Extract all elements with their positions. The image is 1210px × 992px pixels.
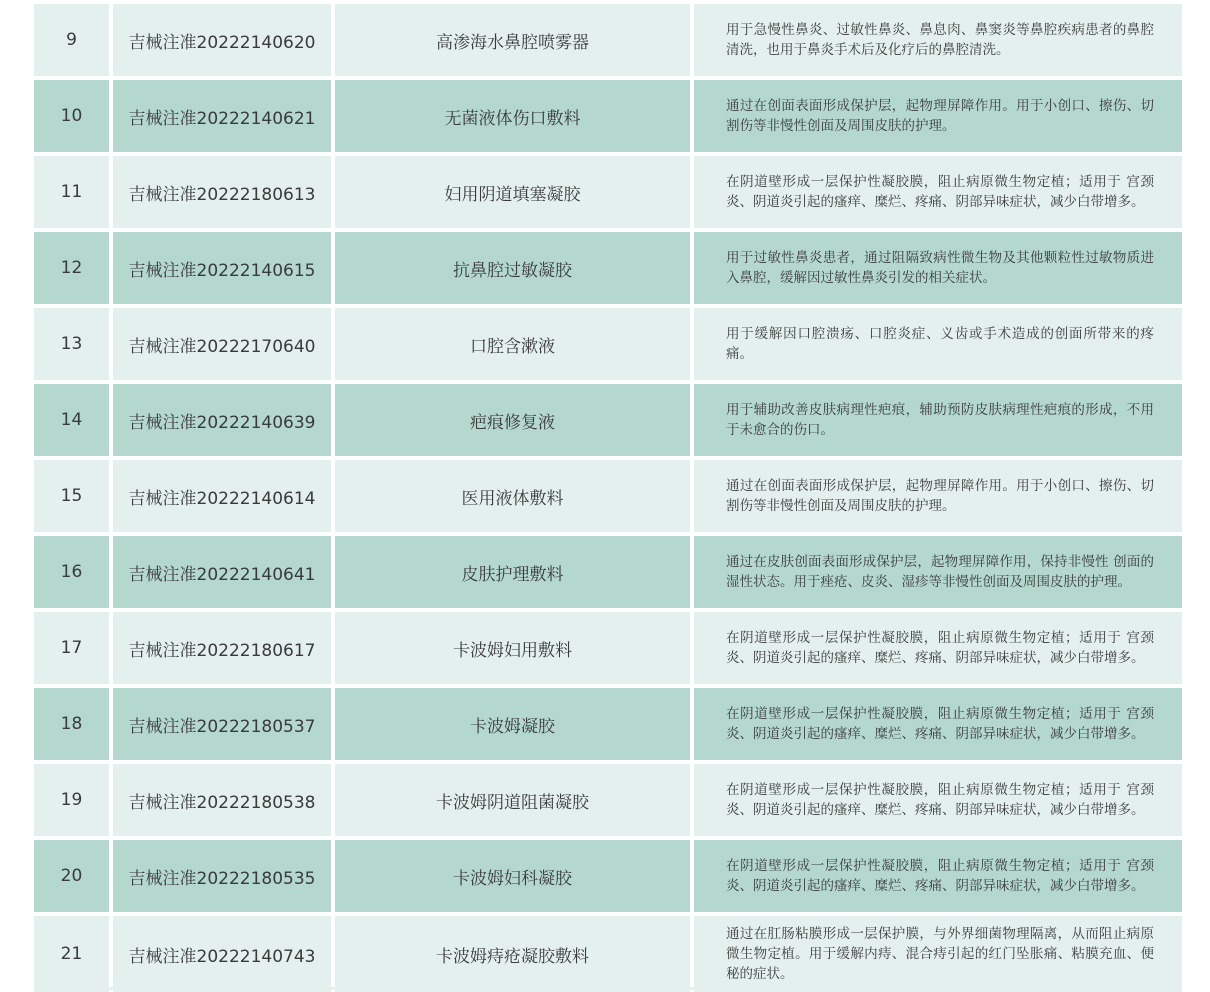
registration-number: 吉械注准20222140743 — [113, 916, 331, 992]
product-description: 通过在肛肠粘膜形成一层保护膜，与外界细菌物理隔离，从而阻止病原微生物定植。用于缓解内痔、混合痔引起的红门坠胀痛、粘膜充血、便秘的症状。 — [694, 916, 1182, 992]
product-description: 用于急慢性鼻炎、过敏性鼻炎、鼻息肉、鼻窦炎等鼻腔疾病患者的鼻腔清洗，也用于鼻炎手术后及化疗后的鼻腔清洗。 — [694, 4, 1182, 76]
registration-number: 吉械注准20222140614 — [113, 460, 331, 532]
product-description: 通过在皮肤创面表面形成保护层，起物理屏障作用，保持非慢性 创面的湿性状态。用于痤疮、皮炎、湿疹等非慢性创面及周围皮肤的护理。 — [694, 536, 1182, 608]
row-number: 19 — [34, 764, 109, 836]
row-number: 21 — [34, 916, 109, 992]
registration-number: 吉械注准20222140615 — [113, 232, 331, 304]
registration-number: 吉械注准20222170640 — [113, 308, 331, 380]
row-number: 16 — [34, 536, 109, 608]
product-name: 高渗海水鼻腔喷雾器 — [335, 4, 690, 76]
product-description: 通过在创面表面形成保护层，起物理屏障作用。用于小创口、擦伤、切割伤等非慢性创面及周围皮肤的护理。 — [694, 460, 1182, 532]
row-number: 15 — [34, 460, 109, 532]
product-name: 卡波姆痔疮凝胶敷料 — [335, 916, 690, 992]
registration-number: 吉械注准20222180617 — [113, 612, 331, 684]
product-name: 医用液体敷料 — [335, 460, 690, 532]
row-number: 12 — [34, 232, 109, 304]
product-name: 妇用阴道填塞凝胶 — [335, 156, 690, 228]
registration-number: 吉械注准20222140639 — [113, 384, 331, 456]
product-description: 用于过敏性鼻炎患者，通过阻隔致病性微生物及其他颗粒性过敏物质进入鼻腔，缓解因过敏性鼻炎引发的相关症状。 — [694, 232, 1182, 304]
row-number: 11 — [34, 156, 109, 228]
product-description: 用于辅助改善皮肤病理性疤痕，辅助预防皮肤病理性疤痕的形成，不用于未愈合的伤口。 — [694, 384, 1182, 456]
product-name: 卡波姆阴道阻菌凝胶 — [335, 764, 690, 836]
row-number: 13 — [34, 308, 109, 380]
product-description: 在阴道壁形成一层保护性凝胶膜，阻止病原微生物定植；适用于 宫颈炎、阴道炎引起的瘙痒、糜烂、疼痛、阴部异味症状，减少白带增多。 — [694, 764, 1182, 836]
row-number: 20 — [34, 840, 109, 912]
registration-number: 吉械注准20222180535 — [113, 840, 331, 912]
product-name: 无菌液体伤口敷料 — [335, 80, 690, 152]
product-description: 在阴道壁形成一层保护性凝胶膜，阻止病原微生物定植；适用于 宫颈炎、阴道炎引起的瘙痒、糜烂、疼痛、阴部异味症状，减少白带增多。 — [694, 840, 1182, 912]
product-name: 卡波姆妇科凝胶 — [335, 840, 690, 912]
product-table — [34, 4, 1182, 992]
product-description: 通过在创面表面形成保护层，起物理屏障作用。用于小创口、擦伤、切割伤等非慢性创面及周围皮肤的护理。 — [694, 80, 1182, 152]
product-name: 卡波姆妇用敷料 — [335, 612, 690, 684]
product-description: 在阴道壁形成一层保护性凝胶膜，阻止病原微生物定植；适用于 宫颈炎、阴道炎引起的瘙痒、糜烂、疼痛、阴部异味症状，减少白带增多。 — [694, 688, 1182, 760]
product-name: 口腔含漱液 — [335, 308, 690, 380]
product-description: 用于缓解因口腔溃疡、口腔炎症、义齿或手术造成的创面所带来的疼痛。 — [694, 308, 1182, 380]
registration-number: 吉械注准20222180537 — [113, 688, 331, 760]
row-number: 10 — [34, 80, 109, 152]
registration-number: 吉械注准20222140641 — [113, 536, 331, 608]
row-number: 9 — [34, 4, 109, 76]
registration-number: 吉械注准20222180613 — [113, 156, 331, 228]
row-number: 14 — [34, 384, 109, 456]
product-description: 在阴道壁形成一层保护性凝胶膜，阻止病原微生物定植；适用于 宫颈炎、阴道炎引起的瘙痒、糜烂、疼痛、阴部异味症状，减少白带增多。 — [694, 612, 1182, 684]
product-description: 在阴道壁形成一层保护性凝胶膜，阻止病原微生物定植；适用于 宫颈炎、阴道炎引起的瘙痒、糜烂、疼痛、阴部异味症状，减少白带增多。 — [694, 156, 1182, 228]
product-name: 皮肤护理敷料 — [335, 536, 690, 608]
row-number: 17 — [34, 612, 109, 684]
row-number: 18 — [34, 688, 109, 760]
registration-number: 吉械注准20222140620 — [113, 4, 331, 76]
registration-number: 吉械注准20222140621 — [113, 80, 331, 152]
product-name: 抗鼻腔过敏凝胶 — [335, 232, 690, 304]
product-name: 疤痕修复液 — [335, 384, 690, 456]
registration-number: 吉械注准20222180538 — [113, 764, 331, 836]
product-name: 卡波姆凝胶 — [335, 688, 690, 760]
